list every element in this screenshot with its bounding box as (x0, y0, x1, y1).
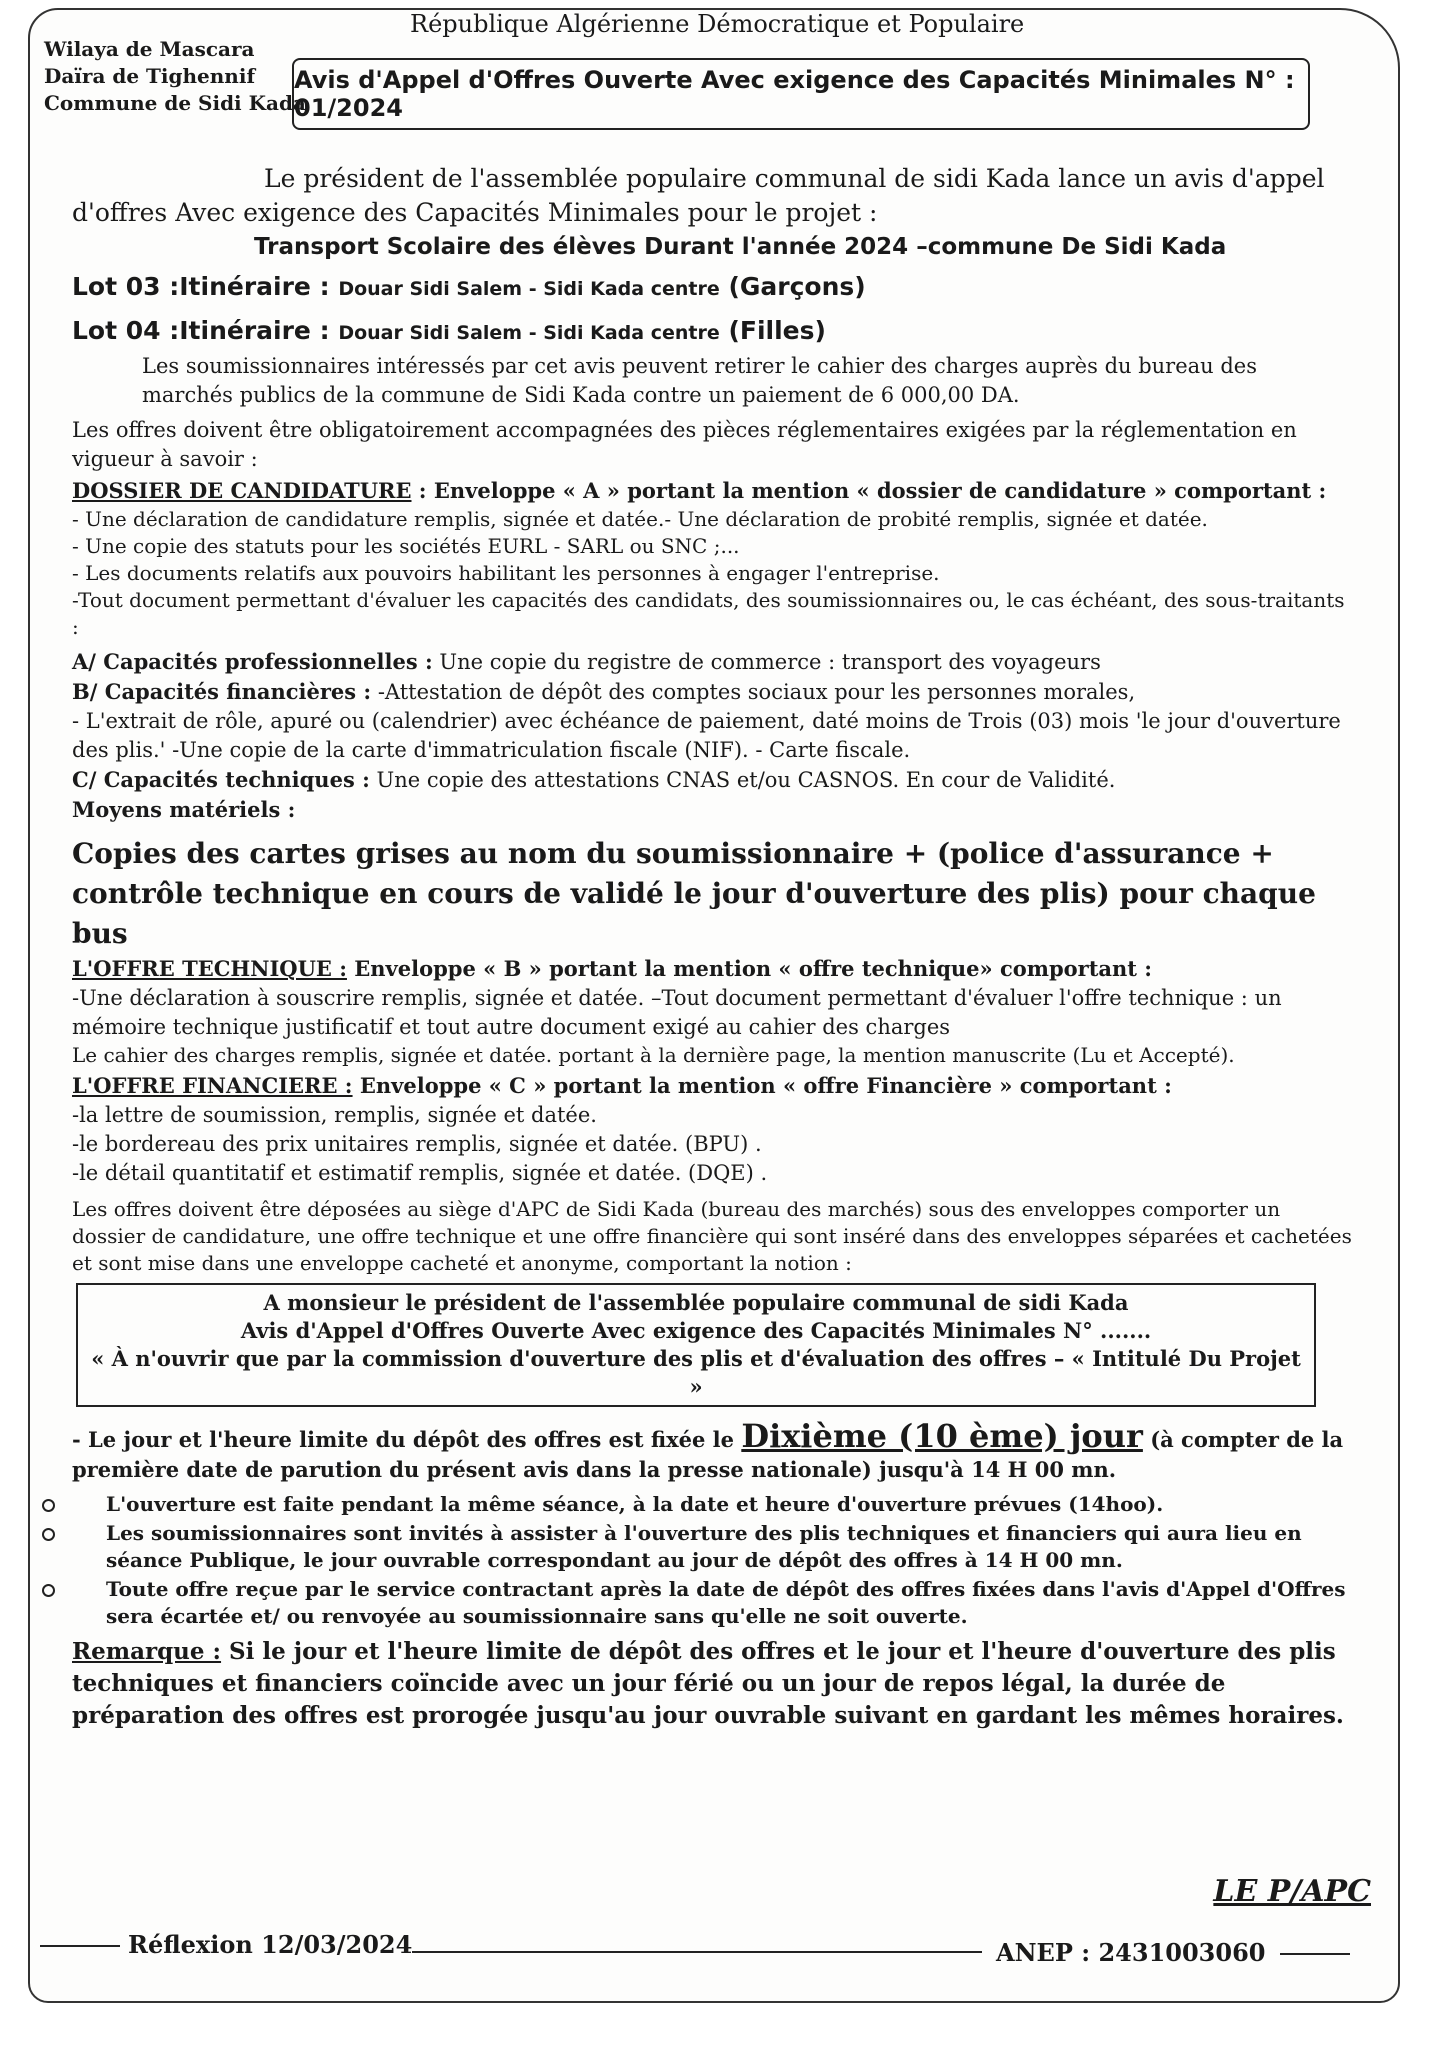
intro-block (72, 162, 1352, 264)
bullet-text: Toute offre reçue par le service contractant après la date de dépôt des offres fixées dans l'avis d'Appel d'Offres sera écartée et/ ou renvoyée au soumissionnaire sans qu'elle ne soit ouverte. (106, 1577, 1346, 1628)
deadline-pre: - Le jour et l'heure limite du dépôt des offres est fixée le (72, 1427, 742, 1452)
lot-route: Douar Sidi Salem - Sidi Kada centre (338, 278, 720, 300)
cap-fin-text-2: - L'extrait de rôle, apuré ou (calendrier) avec échéance de paiement, daté moins de Trois (03) mois 'le jour d'ouverture des plis.' -Une copie de la carte d'immatriculation fiscale (NIF). - Carte fiscale. (72, 709, 1341, 762)
deadline-post: (à compter de la première date de parution du présent avis dans la presse nationale) jusqu'à 14 H 00 mn. (72, 1427, 1344, 1482)
dossier-heading-rest: : Enveloppe « A » portant la mention « dossier de candidature » comportant : (411, 478, 1327, 503)
deadline-day: Dixième (10 ème) jour (741, 1417, 1143, 1455)
intro-line-1: Le président de l'assemblée populaire communal de sidi Kada lance un avis d'appel (264, 164, 1325, 193)
notice-title-box (292, 58, 1310, 130)
signature: LE P/APC (1213, 1874, 1371, 1909)
technique-text-1: -Une déclaration à souscrire remplis, signée et datée. –Tout document permettant d'évaluer l'offre technique : un mémoire technique justificatif et tout autre document exigé au cahier des charges (72, 986, 1282, 1039)
footer-reflexion: Réflexion 12/03/2024 (128, 1930, 413, 1959)
financiere-heading-rest: Enveloppe « C » portant la mention « offre Financière » comportant : (352, 1073, 1172, 1098)
technique-text-2: Le cahier des charges remplis, signée et datée. portant à la dernière page, la mention manuscrite (Lu et Accepté). (72, 1043, 1235, 1067)
dossier-item: - Une copie des statuts pour les sociétés EURL - SARL ou SNC ;... (72, 534, 740, 558)
retrait-text: Les soumissionnaires intéressés par cet avis peuvent retirer le cahier des charges auprès du bureau des marchés publics de la commune de Sidi Kada contre un paiement de 6 000,00 DA. (142, 354, 1258, 407)
notion-line-2: Avis d'Appel d'Offres Ouverte Avec exigence des Capacités Minimales N° ....... (240, 1318, 1152, 1343)
financiere-item: -le bordereau des prix unitaires remplis, signée et datée. (BPU) . (72, 1132, 762, 1156)
lot-group: (Garçons) (728, 272, 866, 301)
bullet-item (72, 1576, 1352, 1630)
dossier-item: - Une déclaration de candidature remplis, signée et datée.- Une déclaration de probité remplis, signée et datée. (72, 507, 1208, 531)
bullet-circle-icon (42, 1499, 55, 1512)
footer-rule (1280, 1953, 1350, 1955)
depot-text: Les offres doivent être déposées au siège d'APC de Sidi Kada (bureau des marchés) sous des enveloppes comporter un dossier de candidature, une offre technique et une offre financière qui sont inséré dans des enveloppes séparées et cachetées et sont mise dans une enveloppe cacheté et anonyme, comportant la notion : (72, 1197, 1352, 1275)
cap-pro-label: A/ Capacités professionnelles : (72, 649, 433, 674)
dossier-heading: DOSSIER DE CANDIDATURE (72, 478, 412, 503)
dossier-heading-line (72, 476, 1352, 506)
lot-04 (72, 312, 1352, 352)
bullet-item (72, 1520, 1352, 1574)
bullet-text: Les soumissionnaires sont invités à assister à l'ouverture des plis techniques et financiers qui aura lieu en séance Publique, le jour ouvrable correspondant au jour de dépôt des offres à 14 H 00 mn. (106, 1521, 1302, 1572)
intro-line-2: d'offres Avec exigence des Capacités Minimales pour le projet : (72, 198, 878, 227)
notion-line-3: « À n'ouvrir que par la commission d'ouverture des plis et d'évaluation des offres – « Intitulé Du Projet » (91, 1346, 1301, 1399)
issuer-block (44, 36, 306, 117)
envelope-notion-box (76, 1283, 1316, 1407)
lot-group: (Filles) (728, 316, 826, 345)
moyens-text: Copies des cartes grises au nom du soumissionnaire + (police d'assurance + contrôle technique en cours de validé le jour d'ouverture des plis) pour chaque bus (72, 837, 1316, 950)
deadline-text (72, 1417, 1352, 1485)
cap-pro-line (72, 647, 1352, 677)
remarque-block (72, 1636, 1352, 1732)
notice-title: Avis d'Appel d'Offres Ouverte Avec exigence des Capacités Minimales N° : 01/2024 (294, 66, 1295, 122)
cap-tech-label: C/ Capacités techniques : (72, 767, 370, 792)
footer-rule (412, 1951, 982, 1953)
financiere-heading-line (72, 1071, 1352, 1101)
cap-fin-text: -Attestation de dépôt des comptes sociaux pour les personnes morales, (371, 680, 1136, 704)
remarque-label: Remarque : (72, 1638, 222, 1665)
bullet-item (72, 1491, 1352, 1518)
footer-anep: ANEP : 2431003060 (996, 1938, 1266, 1967)
bullet-circle-icon (42, 1528, 55, 1541)
wilaya-label: Wilaya de Mascara (44, 37, 255, 61)
cap-tech-line (72, 765, 1352, 795)
financiere-heading: L'OFFRE FINANCIERE : (72, 1073, 353, 1098)
conditions-block (72, 352, 1352, 1277)
technique-heading-line (72, 954, 1352, 984)
dossier-item: -Tout document permettant d'évaluer les capacités des candidats, des soumissionnaires ou, le cas échéant, des sous-traitants : (72, 588, 1345, 639)
republic-header: République Algérienne Démocratique et Populaire (410, 10, 1025, 38)
financiere-item: -le détail quantitatif et estimatif remplis, signée et datée. (DQE) . (72, 1161, 768, 1185)
technique-heading-rest: Enveloppe « B » portant la mention « offre technique» comportant : (346, 956, 1153, 981)
notion-line-1: A monsieur le président de l'assemblée populaire communal de sidi Kada (263, 1290, 1129, 1315)
cap-fin-label: B/ Capacités financières : (72, 679, 372, 704)
lot-route: Douar Sidi Salem - Sidi Kada centre (338, 322, 720, 344)
cap-fin-line (72, 677, 1352, 707)
bullet-circle-icon (42, 1584, 55, 1597)
footer-rule (40, 1945, 120, 1947)
lot-label: Lot 04 :Itinéraire : (72, 316, 330, 345)
moyens-label: Moyens matériels : (72, 797, 296, 822)
commune-label: Commune de Sidi Kada (44, 91, 306, 115)
lot-label: Lot 03 :Itinéraire : (72, 272, 330, 301)
financiere-item: -la lettre de soumission, remplis, signée et datée. (72, 1103, 597, 1127)
bullet-text: L'ouverture est faite pendant la même séance, à la date et heure d'ouverture prévues (14hoo). (106, 1492, 1164, 1516)
opening-bullets (72, 1491, 1352, 1630)
daira-label: Daïra de Tighennif (44, 64, 256, 88)
cap-tech-text: Une copie des attestations CNAS et/ou CASNOS. En cour de Validité. (369, 768, 1116, 792)
project-title: Transport Scolaire des élèves Durant l'année 2024 –commune De Sidi Kada (254, 234, 1227, 260)
dossier-item: - Les documents relatifs aux pouvoirs habilitant les personnes à engager l'entreprise. (72, 561, 940, 585)
remarque-text: Si le jour et l'heure limite de dépôt des offres et le jour et l'heure d'ouverture des plis techniques et financiers coïncide avec un jour férié ou un jour de repos légal, la durée de préparation des offres est prorogée jusqu'au jour ouvrable suivant en gardant les mêmes horaires. (72, 1638, 1344, 1729)
technique-heading: L'OFFRE TECHNIQUE : (72, 956, 347, 981)
lot-03 (72, 268, 1352, 308)
notice-body (72, 162, 1352, 1732)
offres-intro-text: Les offres doivent être obligatoirement accompagnées des pièces réglementaires exigées par la réglementation en vigueur à savoir : (72, 418, 1297, 471)
cap-pro-text: Une copie du registre de commerce : transport des voyageurs (432, 650, 1101, 674)
